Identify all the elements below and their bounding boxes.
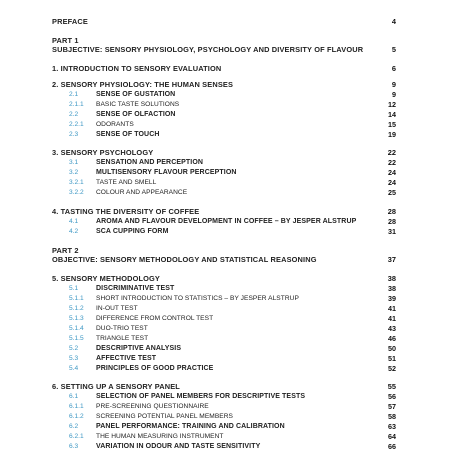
part-label: PART 2 xyxy=(52,246,79,255)
entry-title: SENSE OF GUSTATION xyxy=(96,91,176,98)
entry-number: 3.2 xyxy=(69,169,79,176)
part-label: PART 1 xyxy=(52,36,79,45)
entry-page: 58 xyxy=(388,412,396,421)
entry-number: 3.2.2 xyxy=(69,189,84,196)
entry-page: 24 xyxy=(388,168,396,177)
entry-page: 14 xyxy=(388,110,396,119)
entry-page: 5 xyxy=(391,45,396,54)
entry-number: 5.1.4 xyxy=(69,325,84,332)
entry-number: 6.1.1 xyxy=(69,403,84,410)
entry-page: 64 xyxy=(388,432,396,441)
chapter-title: 1. INTRODUCTION TO SENSORY EVALUATION xyxy=(52,64,222,73)
entry-page: 56 xyxy=(388,392,396,401)
entry-page: 38 xyxy=(387,274,396,283)
entry-number: 6.1 xyxy=(69,393,79,400)
chapter-title: 5. SENSORY METHODOLOGY xyxy=(52,274,161,283)
toc-entry-4-2[interactable] xyxy=(0,226,450,237)
entry-number: 3.2.1 xyxy=(69,179,84,186)
entry-number: 2.3 xyxy=(69,131,79,138)
entry-title: SENSATION AND PERCEPTION xyxy=(96,159,204,166)
entry-number: 5.1.2 xyxy=(69,305,84,312)
entry-page: 24 xyxy=(388,178,396,187)
entry-page: 15 xyxy=(388,120,396,129)
entry-page: 46 xyxy=(388,334,396,343)
toc-chapter-1[interactable] xyxy=(0,63,450,74)
entry-title: SCREENING POTENTIAL PANEL MEMBERS xyxy=(96,413,233,420)
entry-title: SENSE OF TOUCH xyxy=(96,131,160,138)
entry-title: MULTISENSORY FLAVOUR PERCEPTION xyxy=(96,169,237,176)
entry-number: 2.1.1 xyxy=(69,101,84,108)
entry-page: 25 xyxy=(388,188,396,197)
toc-part-1-subtitle[interactable] xyxy=(0,44,450,55)
entry-number: 4.2 xyxy=(69,228,79,235)
entry-title: SHORT INTRODUCTION TO STATISTICS – BY JESPER ALSTRUP xyxy=(96,295,299,302)
entry-page: 19 xyxy=(388,130,396,139)
entry-number: 2.2 xyxy=(69,111,79,118)
entry-number: 5.4 xyxy=(69,365,79,372)
entry-page: 43 xyxy=(388,324,396,333)
entry-title: TASTE AND SMELL xyxy=(96,179,157,186)
entry-page: 22 xyxy=(387,148,396,157)
entry-page: 66 xyxy=(388,442,396,451)
entry-title: DIFFERENCE FROM CONTROL TEST xyxy=(96,315,214,322)
entry-number: 5.1.5 xyxy=(69,335,84,342)
entry-page: 22 xyxy=(388,158,396,167)
chapter-title: 6. SETTING UP A SENSORY PANEL xyxy=(52,382,180,391)
entry-title: ODORANTS xyxy=(96,121,134,128)
entry-page: 51 xyxy=(388,354,396,363)
toc-entry-preface[interactable] xyxy=(0,16,450,27)
entry-page: 12 xyxy=(388,100,396,109)
entry-number: 5.1.1 xyxy=(69,295,84,302)
entry-title: PREFACE xyxy=(52,17,88,26)
toc-part-2-subtitle[interactable] xyxy=(0,254,450,265)
entry-page: 9 xyxy=(391,80,396,89)
entry-title: AROMA AND FLAVOUR DEVELOPMENT IN COFFEE – BY JESPER ALSTRUP xyxy=(96,218,357,225)
entry-page: 55 xyxy=(387,382,396,391)
entry-page: 41 xyxy=(388,314,396,323)
entry-number: 5.2 xyxy=(69,345,79,352)
entry-page: 4 xyxy=(391,17,396,26)
entry-title: DESCRIPTIVE ANALYSIS xyxy=(96,345,182,352)
entry-page: 41 xyxy=(388,304,396,313)
entry-title: PRE-SCREENING QUESTIONNAIRE xyxy=(96,403,209,410)
entry-title: SELECTION OF PANEL MEMBERS FOR DESCRIPTIVE TESTS xyxy=(96,393,306,400)
entry-title: BASIC TASTE SOLUTIONS xyxy=(96,101,180,108)
entry-page: 50 xyxy=(388,344,396,353)
toc-entry-6-3[interactable] xyxy=(0,441,450,452)
toc-entry-5-4[interactable] xyxy=(0,363,450,374)
entry-page: 63 xyxy=(388,422,396,431)
entry-title: IN-OUT TEST xyxy=(96,305,138,312)
entry-title: TRIANGLE TEST xyxy=(96,335,149,342)
entry-number: 6.3 xyxy=(69,443,79,450)
entry-title: DUO-TRIO TEST xyxy=(96,325,148,332)
entry-page: 28 xyxy=(387,207,396,216)
entry-number: 6.2.1 xyxy=(69,433,84,440)
entry-title: DISCRIMINATIVE TEST xyxy=(96,285,175,292)
chapter-title: 3. SENSORY PSYCHOLOGY xyxy=(52,148,154,157)
entry-number: 4.1 xyxy=(69,218,79,225)
chapter-title: 2. SENSORY PHYSIOLOGY: THE HUMAN SENSES xyxy=(52,80,234,89)
toc-entry-3-2-2[interactable] xyxy=(0,187,450,198)
entry-page: 6 xyxy=(391,64,396,73)
entry-title: THE HUMAN MEASURING INSTRUMENT xyxy=(96,433,224,440)
entry-page: 38 xyxy=(388,284,396,293)
entry-number: 5.3 xyxy=(69,355,79,362)
entry-title: PANEL PERFORMANCE: TRAINING AND CALIBRATION xyxy=(96,423,285,430)
entry-page: 52 xyxy=(388,364,396,373)
toc-entry-2-3[interactable] xyxy=(0,129,450,140)
part-subtitle: SUBJECTIVE: SENSORY PHYSIOLOGY, PSYCHOLOGY AND DIVERSITY OF FLAVOUR xyxy=(52,45,364,54)
entry-number: 6.2 xyxy=(69,423,79,430)
entry-number: 5.1 xyxy=(69,285,79,292)
entry-title: AFFECTIVE TEST xyxy=(96,355,157,362)
entry-number: 2.1 xyxy=(69,91,79,98)
entry-number: 5.1.3 xyxy=(69,315,84,322)
entry-page: 57 xyxy=(388,402,396,411)
entry-title: PRINCIPLES OF GOOD PRACTICE xyxy=(96,365,214,372)
entry-number: 3.1 xyxy=(69,159,79,166)
entry-title: VARIATION IN ODOUR AND TASTE SENSITIVITY xyxy=(96,443,261,450)
entry-title: COLOUR AND APPEARANCE xyxy=(96,189,188,196)
entry-page: 9 xyxy=(392,90,396,99)
part-subtitle: OBJECTIVE: SENSORY METHODOLOGY AND STATISTICAL REASONING xyxy=(52,255,317,264)
entry-page: 37 xyxy=(387,255,396,264)
entry-page: 28 xyxy=(388,217,396,226)
entry-page: 39 xyxy=(388,294,396,303)
chapter-title: 4. TASTING THE DIVERSITY OF COFFEE xyxy=(52,207,200,216)
entry-page: 31 xyxy=(388,227,396,236)
entry-title: SCA CUPPING FORM xyxy=(96,228,169,235)
entry-title: SENSE OF OLFACTION xyxy=(96,111,176,118)
entry-number: 2.2.1 xyxy=(69,121,84,128)
entry-number: 6.1.2 xyxy=(69,413,84,420)
